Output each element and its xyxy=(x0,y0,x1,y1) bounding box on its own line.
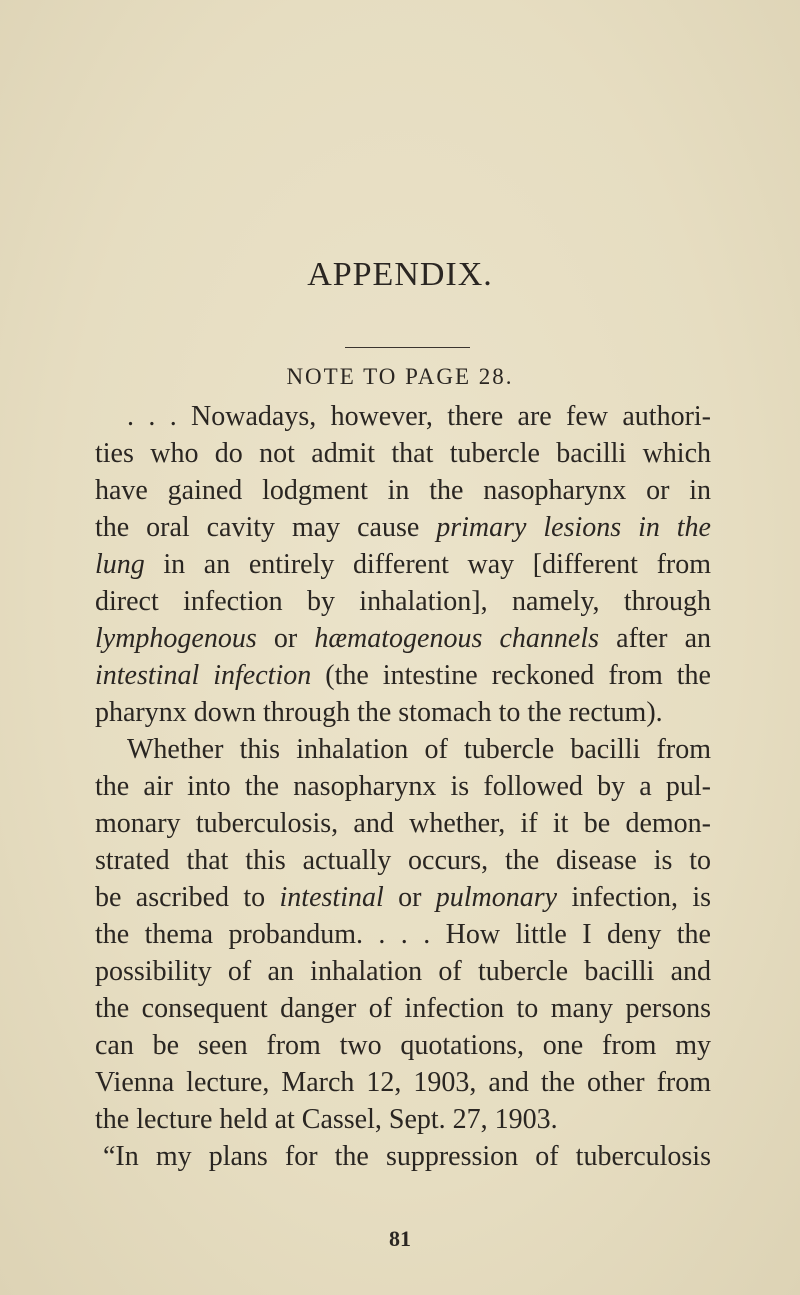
text-run: monary tuberculosis, and whether, if it be demon- xyxy=(95,808,711,839)
text-run: be ascribed to xyxy=(95,882,280,913)
text-line xyxy=(95,768,711,805)
text-line xyxy=(95,620,711,657)
text-run: infection, is xyxy=(557,882,711,913)
text-line xyxy=(95,1138,711,1175)
text-line xyxy=(95,953,711,990)
text-line xyxy=(95,1101,711,1138)
body-text xyxy=(95,398,711,1175)
text-line xyxy=(95,842,711,879)
text-line xyxy=(95,1064,711,1101)
heading-divider xyxy=(345,347,470,348)
text-run: Whether this inhalation of tubercle bacilli from xyxy=(127,734,711,765)
page-number: 81 xyxy=(389,1226,411,1251)
italic-text: intestinal infection xyxy=(95,660,312,691)
text-run: (the intestine reckoned from the xyxy=(311,660,711,691)
text-line xyxy=(95,472,711,509)
text-line xyxy=(95,435,711,472)
text-run: the air into the nasopharynx is followed by a pul- xyxy=(95,771,711,802)
text-run: the consequent danger of infection to many persons xyxy=(95,993,711,1024)
text-run: after an xyxy=(599,623,712,654)
text-run: Vienna lecture, March 12, 1903, and the other from xyxy=(95,1067,711,1098)
text-line xyxy=(95,694,711,731)
text-line xyxy=(95,805,711,842)
text-line xyxy=(95,509,711,546)
text-line xyxy=(95,583,711,620)
text-run: “In my plans for the suppression of tuberculosis xyxy=(103,1141,711,1172)
text-run: the thema probandum. . . . How little I deny the xyxy=(95,919,711,950)
note-subheading: NOTE TO PAGE 28. xyxy=(286,364,514,389)
italic-text: primary lesions in the xyxy=(436,512,711,543)
text-line xyxy=(95,879,711,916)
text-run: or xyxy=(383,882,436,913)
text-run: direct infection by inhalation], namely, through xyxy=(95,586,711,617)
page-heading: APPENDIX. xyxy=(307,256,493,293)
italic-text: intestinal xyxy=(279,882,384,913)
text-run: or xyxy=(256,623,315,654)
italic-text: pulmonary xyxy=(435,882,558,913)
text-run: have gained lodgment in the nasopharynx or in xyxy=(95,475,711,506)
text-run: in an entirely different way [different from xyxy=(144,549,711,580)
text-run: . . . Nowadays, however, there are few authori- xyxy=(127,401,711,432)
italic-text: lung xyxy=(95,549,145,580)
text-line xyxy=(95,990,711,1027)
italic-text: lymphogenous xyxy=(95,623,257,654)
text-run: strated that this actually occurs, the disease is to xyxy=(95,845,711,876)
text-line xyxy=(95,1027,711,1064)
text-run: ties who do not admit that tubercle bacilli which xyxy=(95,438,711,469)
text-line xyxy=(95,731,711,768)
text-line xyxy=(95,657,711,694)
text-run: the lecture held at Cassel, Sept. 27, 1903. xyxy=(95,1104,558,1135)
text-line xyxy=(95,916,711,953)
text-line xyxy=(95,546,711,583)
text-run: possibility of an inhalation of tubercle bacilli and xyxy=(95,956,711,987)
text-run: pharynx down through the stomach to the rectum). xyxy=(95,697,663,728)
italic-text: hæmatogenous channels xyxy=(314,623,600,654)
text-line xyxy=(95,398,711,435)
text-run: the oral cavity may cause xyxy=(95,512,437,543)
text-run: can be seen from two quotations, one from my xyxy=(95,1030,711,1061)
